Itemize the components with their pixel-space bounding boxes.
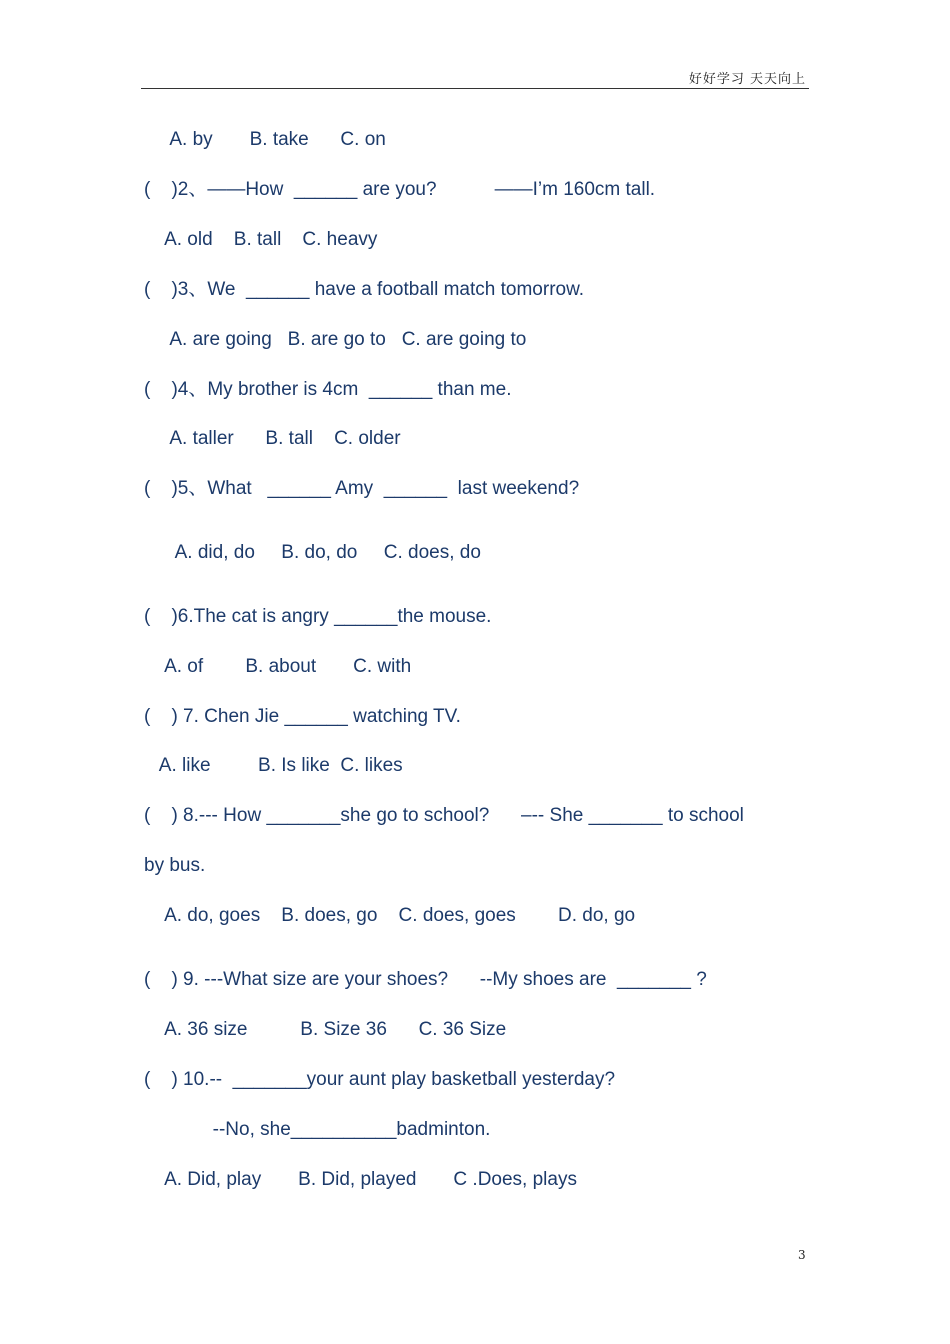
question-3: ( )3、We ______ have a football match tomorrow.	[144, 279, 585, 300]
option-line-q2: A. old B. tall C. heavy	[144, 229, 378, 250]
page-number: 3	[798, 1248, 806, 1262]
option-line-q9: A. 36 size B. Size 36 C. 36 Size	[144, 1019, 507, 1040]
option-line-q7: A. like B. Is like C. likes	[144, 755, 403, 776]
option-line-q8: A. do, goes B. does, go C. does, goes D. do, go	[144, 905, 636, 926]
question-6: ( )6.The cat is angry ______the mouse.	[144, 606, 492, 627]
header-rule	[141, 88, 809, 89]
question-5: ( )5、What ______ Amy ______ last weekend?	[144, 478, 580, 499]
question-2: ( )2、——How ______ are you? ——I’m 160cm tall.	[144, 179, 656, 200]
question-8: ( ) 8.--- How _______she go to school? –-- She _______ to school	[144, 805, 744, 826]
question-9: ( ) 9. ---What size are your shoes? --My shoes are _______ ?	[144, 969, 707, 990]
header-text: 好好学习 天天向上	[688, 72, 806, 87]
question-4: ( )4、My brother is 4cm ______ than me.	[144, 379, 512, 400]
question-7: ( ) 7. Chen Jie ______ watching TV.	[144, 706, 461, 727]
option-line-q5: A. did, do B. do, do C. does, do	[144, 542, 481, 563]
option-line-q6: A. of B. about C. with	[144, 656, 412, 677]
question-10-reply: --No, she__________badminton.	[144, 1119, 491, 1140]
question-10: ( ) 10.-- _______your aunt play basketball yesterday?	[144, 1069, 616, 1090]
question-8-continued: by bus.	[144, 855, 206, 876]
option-line-q10: A. Did, play B. Did, played C .Does, plays	[144, 1169, 577, 1190]
option-line-q1: A. by B. take C. on	[144, 129, 386, 150]
option-line-q4: A. taller B. tall C. older	[144, 428, 401, 449]
option-line-q3: A. are going B. are go to C. are going to	[144, 329, 527, 350]
